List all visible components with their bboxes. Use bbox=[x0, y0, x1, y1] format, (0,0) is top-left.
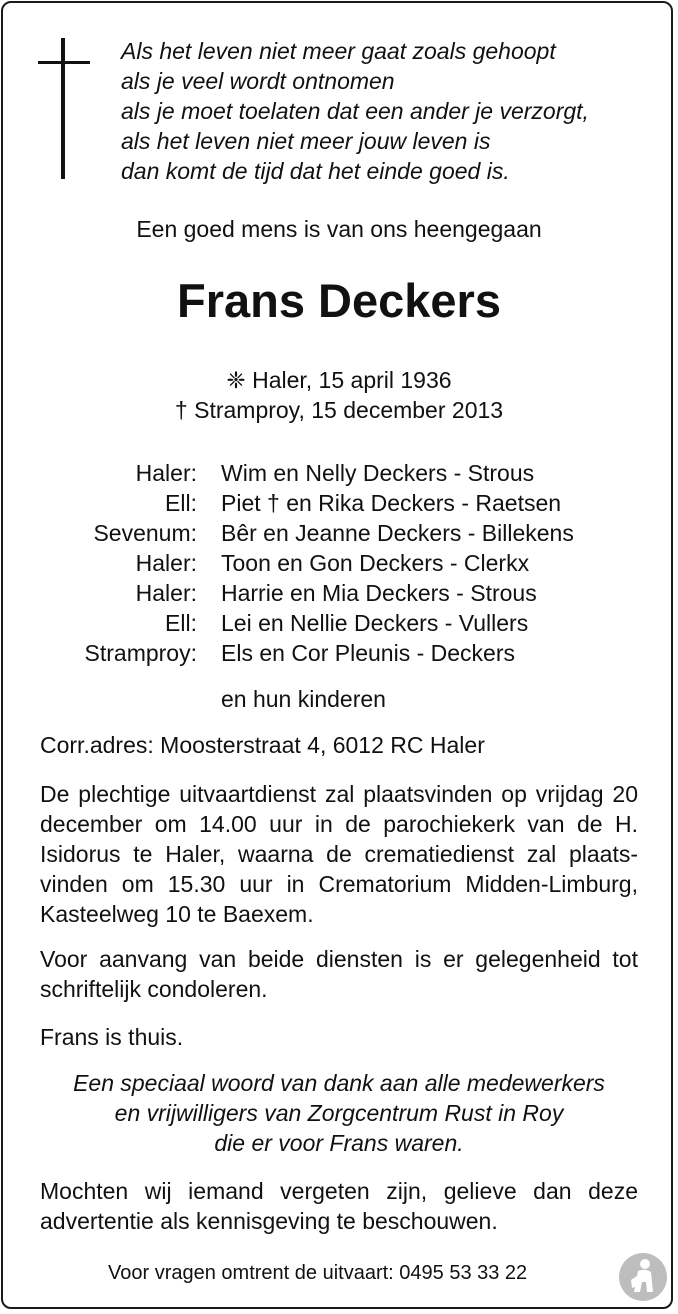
condolence-paragraph: Voor aanvang van beide diensten is er gelegenheid tot schriftelijk condoleren. bbox=[40, 946, 638, 1002]
family-row bbox=[0, 608, 678, 638]
family-names: Toon en Gon Deckers - Clerkx bbox=[221, 550, 530, 576]
family-place: Ell: bbox=[165, 490, 197, 516]
poem-line: als het leven niet meer jouw leven is bbox=[121, 128, 491, 154]
grandchildren-line: en hun kinderen bbox=[221, 686, 386, 712]
family-row bbox=[0, 548, 678, 578]
family-place: Ell: bbox=[165, 610, 197, 636]
family-names: Wim en Nelly Deckers - Strous bbox=[221, 460, 535, 486]
family-place: Haler: bbox=[135, 550, 197, 576]
poem-line: Als het leven niet meer gaat zoals gehoopt bbox=[121, 38, 556, 64]
intro-text: Een goed mens is van ons heengegaan bbox=[136, 216, 542, 242]
thanks-text bbox=[0, 1068, 678, 1158]
family-names: Bêr en Jeanne Deckers - Billekens bbox=[221, 520, 574, 546]
family-row bbox=[0, 488, 678, 518]
family-row bbox=[0, 578, 678, 608]
poem-line: dan komt de tijd dat het einde goed is. bbox=[121, 158, 510, 184]
family-place: Haler: bbox=[135, 460, 197, 486]
family-names: Harrie en Mia Deckers - Strous bbox=[221, 580, 537, 606]
family-list bbox=[0, 458, 678, 668]
thanks-line: Een speciaal woord van dank aan alle medewerkers bbox=[73, 1070, 605, 1096]
contact-line bbox=[108, 1260, 527, 1286]
poem-line: als je moet toelaten dat een ander je verzorgt, bbox=[121, 98, 589, 124]
family-row bbox=[0, 638, 678, 668]
birth-date: ❈ Haler, 15 april 1936 bbox=[226, 367, 452, 393]
family-place: Haler: bbox=[135, 580, 197, 606]
home-text: Frans is thuis. bbox=[40, 1024, 184, 1050]
correspondence-address: Corr.adres: Moosterstraat 4, 6012 RC Haler bbox=[40, 732, 485, 758]
thanks-line: die er voor Frans waren. bbox=[214, 1130, 464, 1156]
forget-paragraph: Mochten wij iemand vergeten zijn, gelieve dan deze advertentie als kennisgeving te beschouwen. bbox=[40, 1178, 638, 1234]
poem bbox=[121, 36, 661, 186]
family-row bbox=[0, 458, 678, 488]
undertaker-logo-icon bbox=[618, 1252, 668, 1302]
family-row bbox=[0, 518, 678, 548]
death-date: † Stramproy, 15 december 2013 bbox=[174, 397, 504, 423]
life-dates bbox=[0, 365, 678, 425]
contact-label: Voor vragen omtrent de uitvaart: bbox=[108, 1262, 394, 1284]
family-names: Piet † en Rika Deckers - Raetsen bbox=[221, 490, 562, 516]
thanks-line: en vrijwilligers van Zorgcentrum Rust in Roy bbox=[114, 1100, 564, 1126]
poem-line: als je veel wordt ontnomen bbox=[121, 68, 395, 94]
deceased-name: Frans Deckers bbox=[177, 274, 501, 327]
family-names: Lei en Nellie Deckers - Vullers bbox=[221, 610, 529, 636]
service-paragraph: De plechtige uitvaartdienst zal plaatsvinden op vrijdag 20 december om 14.00 uur in de parochiekerk van de H. Isidorus te Haler, waarna de crematiedienst zal plaats-vinden om 15.30 uur in Crematorium Midden-Limburg, Kasteelweg 10 te Baexem. bbox=[40, 781, 638, 927]
family-names: Els en Cor Pleunis - Deckers bbox=[221, 640, 515, 666]
family-place: Sevenum: bbox=[93, 520, 197, 546]
family-place: Stramproy: bbox=[84, 640, 197, 666]
contact-phone: 0495 53 33 22 bbox=[399, 1262, 528, 1284]
